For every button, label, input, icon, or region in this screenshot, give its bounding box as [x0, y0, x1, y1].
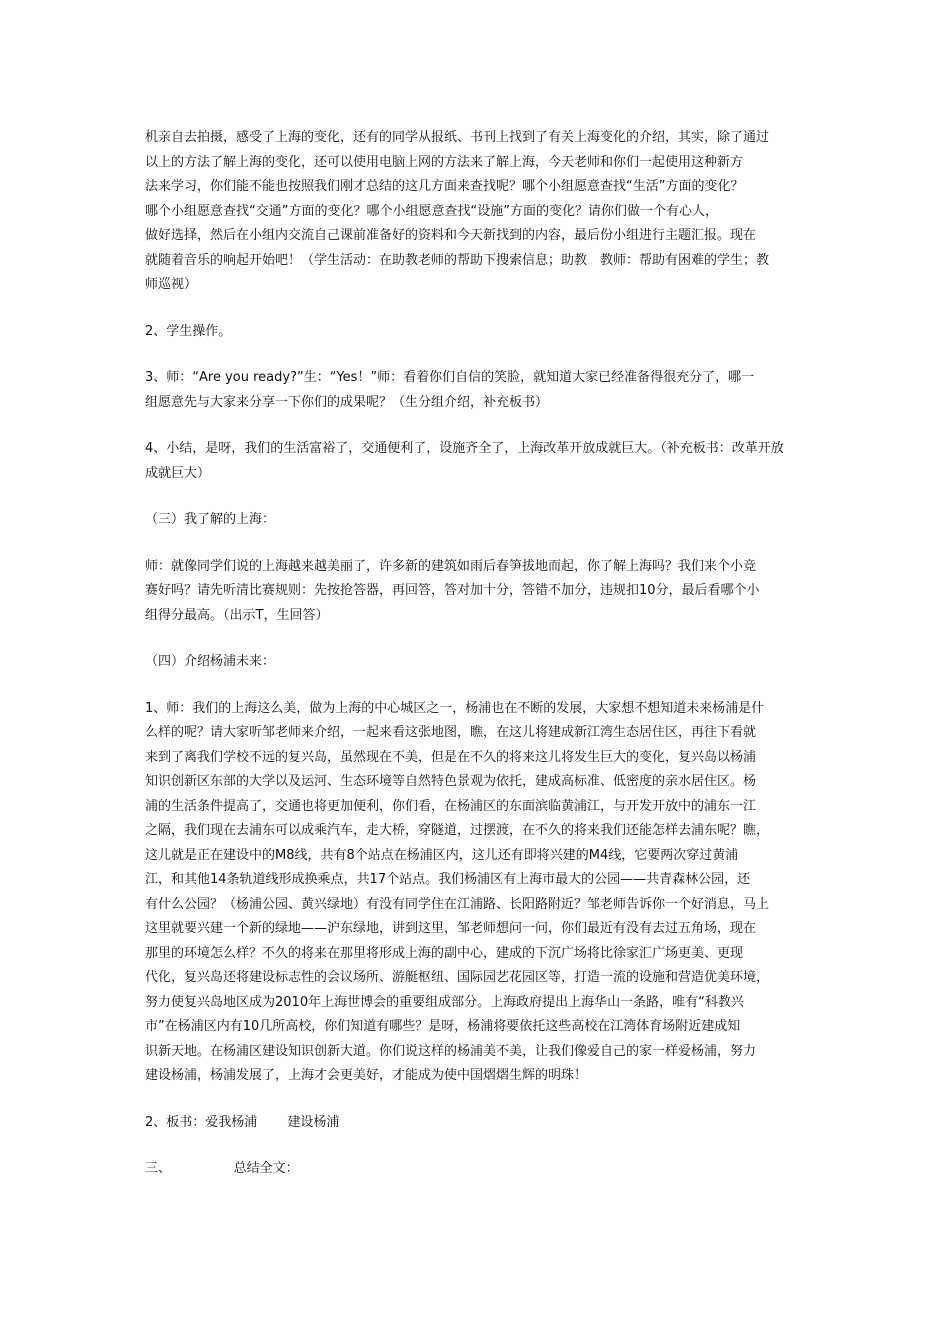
section-heading-four: [145, 650, 813, 675]
text-line: 这儿就是正在建设中的M8线，共有8个站点在杨浦区内，这儿还有即将兴建的M4线，它要两次穿过黄浦: [145, 847, 739, 863]
text-line: 组愿意先与大家来分享一下你们的成果呢？（生分组介绍，补充板书）: [145, 394, 549, 410]
text-line: 三、 总结全文：: [145, 1161, 299, 1176]
text-line: 成就巨大）: [145, 465, 211, 481]
text-line: 法来学习，你们能不能也按照我们刚才总结的这几方面来查找呢？哪个小组愿意查找“生活”方面的变化？: [145, 179, 744, 194]
text-line: 组得分最高。（出示T，生回答）: [145, 607, 329, 623]
text-line: 哪个小组愿意查找“交通”方面的变化？哪个小组愿意查找“设施”方面的变化？请你们做一个有心人，: [145, 203, 718, 219]
text-line: 2、板书：爱我杨浦 建设杨浦: [145, 1114, 340, 1130]
paragraph-student-operation: [145, 320, 813, 345]
text-line: 江，和其他14条轨道线形成换乘点，共17个站点。我们杨浦区有上海市最大的公园——共青森林公园，还: [145, 872, 751, 887]
text-line: 4、小结，是呀，我们的生活富裕了，交通便利了，设施齐全了，上海改革开放成就巨大。（补充板书：改革开放: [145, 441, 784, 456]
document-page: [145, 126, 813, 1182]
text-line: 就随着音乐的响起开始吧！（学生活动：在助教老师的帮助下搜索信息；助教 教师：帮助有困难的学生；教: [145, 252, 770, 268]
text-line: 1、师：我们的上海这么美，做为上海的中心城区之一，杨浦也在不断的发展，大家想不想知道未来杨浦是什: [145, 700, 765, 716]
text-line: 2、学生操作。: [145, 323, 232, 339]
text-line: 3、师：“Are you ready?”生：“Yes！”师：看着你们自信的笑脸，就知道大家已经准备得很充分了，哪一: [145, 370, 755, 385]
text-line: 浦的生活条件提高了，交通也将更加便利，你们看，在杨浦区的东面滨临黄浦江，与开发开放中的浦东一江: [145, 798, 757, 814]
text-line: 识新天地。在杨浦区建设知识创新大道。你们说这样的杨浦美不美，让我们像爱自己的家一样爱杨浦，努力: [145, 1043, 757, 1059]
text-line: 来到了离我们学校不远的复兴岛，虽然现在不美，但是在不久的将来这儿将发生巨大的变化，复兴岛以杨浦: [145, 749, 757, 765]
text-line: 市”在杨浦区内有10几所高校，你们知道有哪些？是呀，杨浦将要依托这些高校在江湾体育场附近建成知: [145, 1019, 741, 1034]
text-line: 赛好吗？请先听清比赛规则：先按抢答器，再回答，答对加十分，答错不加分，违规扣10分，最后看哪个小: [145, 583, 760, 598]
section-heading-conclusion: [145, 1157, 813, 1182]
text-line: 师：就像同学们说的上海越来越美丽了，许多新的建筑如雨后春笋拔地而起，你了解上海吗？我们来个小竞: [145, 558, 757, 574]
paragraph-teacher-ready: [145, 366, 813, 415]
paragraph-web-search-activity: [145, 126, 813, 298]
text-line: 之隔，我们现在去浦东可以成乘汽车，走大桥，穿隧道，过摆渡，在不久的将来我们还能怎样去浦东呢？瞧，: [145, 823, 770, 838]
text-line: 机亲自去拍摄，感受了上海的变化，还有的同学从报纸、书刊上找到了有关上海变化的介绍，其实，除了通过: [145, 130, 770, 145]
paragraph-board-writing: [145, 1111, 813, 1136]
text-line: 知识创新区东部的大学以及运河、生态环境等自然特色景观为依托，建成高标准、低密度的亲水居住区。杨: [145, 774, 757, 789]
text-line: 师巡视）: [145, 277, 198, 292]
text-line: （四）介绍杨浦未来：: [145, 654, 276, 669]
paragraph-summary: [145, 437, 813, 486]
text-line: 努力使复兴岛地区成为2010年上海世博会的重要组成部分。上海政府提出上海华山一条路，唯有“科教兴: [145, 994, 744, 1010]
text-line: 么样的呢？请大家听邹老师来介绍，一起来看这张地图，瞧，在这儿将建成新江湾生态居住区，再往下看就: [145, 725, 757, 740]
text-line: 那里的环境怎么样？不久的将来在那里将形成上海的副中心，建成的下沉广场将比徐家汇广场更美、更现: [145, 945, 744, 961]
text-line: 这里就要兴建一个新的绿地——沪东绿地，讲到这里，邹老师想问一问，你们最近有没有去过五角场，现在: [145, 921, 757, 936]
paragraph-quiz: [145, 555, 813, 629]
text-line: （三）我了解的上海：: [145, 512, 276, 527]
text-line: 以上的方法了解上海的变化，还可以使用电脑上网的方法来了解上海，今天老师和你们一起使用这种新方: [145, 154, 744, 170]
text-line: 做好选择，然后在小组内交流自己课前准备好的资料和今天新找到的内容，最后份小组进行主题汇报。现在: [145, 228, 757, 243]
text-line: 建设杨浦，杨浦发展了，上海才会更美好，才能成为使中国熠熠生辉的明珠！: [145, 1068, 588, 1083]
text-line: 有什么公园？（杨浦公园、黄兴绿地）有没有同学住在江浦路、长阳路附近？邹老师告诉你一个好消息，马上: [145, 896, 770, 912]
paragraph-yangpu-future: [145, 697, 813, 1089]
section-heading-three: [145, 508, 813, 533]
text-line: 代化，复兴岛还将建设标志性的会议场所、游艇枢纽、国际园艺花园区等，打造一流的设施和营造优美环境，: [145, 970, 770, 985]
